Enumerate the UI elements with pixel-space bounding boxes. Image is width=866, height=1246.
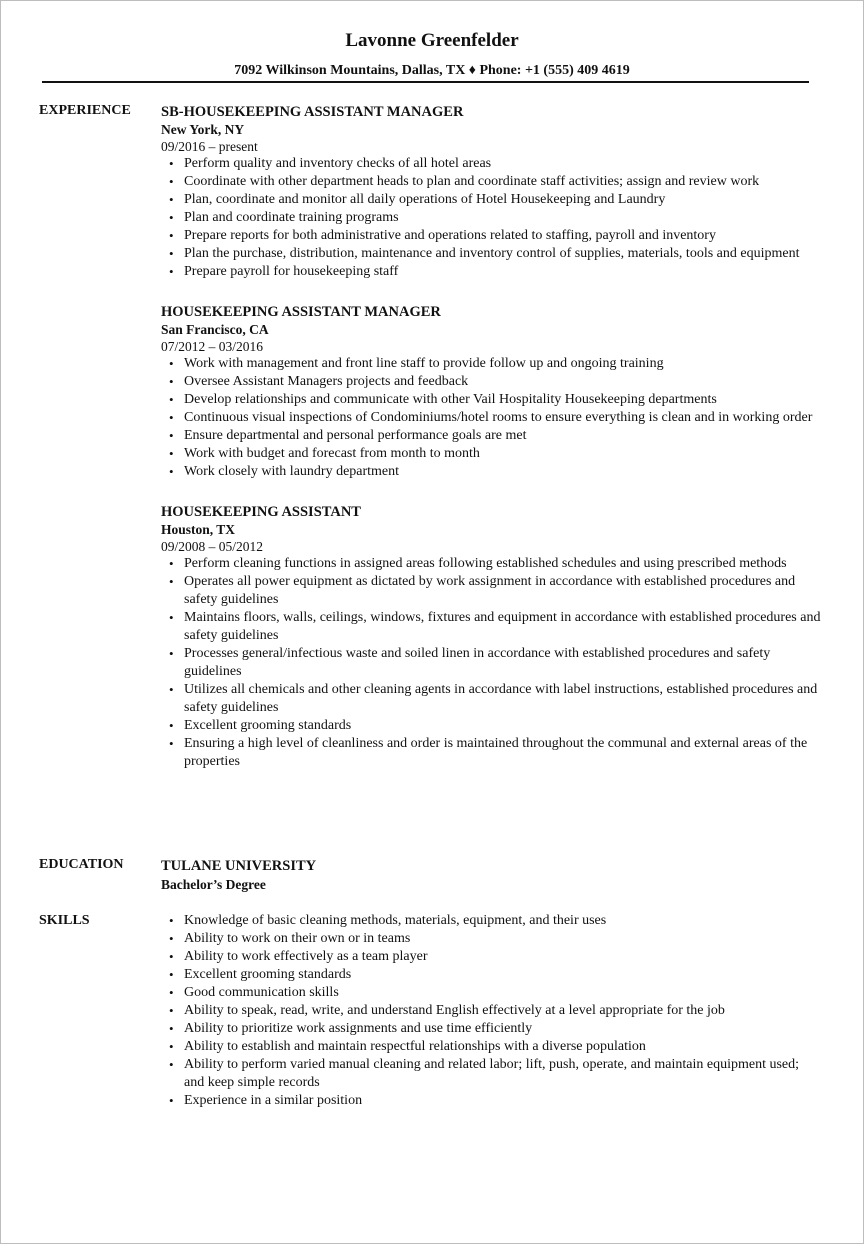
list-item: • Prepare reports for both administrative and operations related to staffing, payroll and inventory [161, 227, 821, 245]
header-divider [42, 81, 809, 83]
list-item: • Work closely with laundry department [161, 463, 821, 481]
list-item: • Knowledge of basic cleaning methods, materials, equipment, and their uses [161, 912, 821, 930]
list-item: • Excellent grooming standards [161, 966, 821, 984]
list-item: • Perform quality and inventory checks of all hotel areas [161, 155, 821, 173]
list-item: • Ability to speak, read, write, and understand English effectively at a level appropriate for the job [161, 1002, 821, 1020]
list-item: • Utilizes all chemicals and other cleaning agents in accordance with label instructions, established procedures and safety guidelines [161, 681, 821, 717]
education-heading: EDUCATION [39, 857, 124, 872]
experience-section [161, 103, 821, 793]
list-item: • Ensuring a high level of cleanliness and order is maintained throughout the communal and external areas of the properties [161, 735, 821, 771]
education-section [161, 857, 821, 895]
list-item: • Ensure departmental and personal performance goals are met [161, 427, 821, 445]
job-title: HOUSEKEEPING ASSISTANT [161, 504, 361, 520]
skills-section [161, 912, 821, 1110]
list-item: • Perform cleaning functions in assigned areas following established schedules and using prescribed methods [161, 555, 821, 573]
skills-heading: SKILLS [39, 913, 90, 928]
job-location: Houston, TX [161, 522, 236, 537]
list-item: • Work with management and front line staff to provide follow up and ongoing training [161, 355, 821, 373]
list-item: • Ability to work effectively as a team player [161, 948, 821, 966]
list-item: • Ability to prioritize work assignments and use time efficiently [161, 1020, 821, 1038]
list-item: • Continuous visual inspections of Condominiums/hotel rooms to ensure everything is clean and in working order [161, 409, 821, 427]
job-location: New York, NY [161, 122, 245, 137]
list-item: • Maintains floors, walls, ceilings, windows, fixtures and equipment in accordance with established procedures and safety guidelines [161, 609, 821, 645]
list-item: • Develop relationships and communicate with other Vail Hospitality Housekeeping departments [161, 391, 821, 409]
list-item: • Plan, coordinate and monitor all daily operations of Hotel Housekeeping and Laundry [161, 191, 821, 209]
list-item: • Excellent grooming standards [161, 717, 821, 735]
job-dates: 09/2016 – present [161, 139, 258, 154]
job-duties [161, 355, 821, 481]
list-item: • Good communication skills [161, 984, 821, 1002]
contact-line: 7092 Wilkinson Mountains, Dallas, TX ♦ Phone: +1 (555) 409 4619 [234, 63, 630, 78]
job-dates: 09/2008 – 05/2012 [161, 539, 264, 554]
list-item: • Work with budget and forecast from month to month [161, 445, 821, 463]
job-title: HOUSEKEEPING ASSISTANT MANAGER [161, 304, 441, 320]
job-entry [161, 303, 821, 481]
list-item: • Experience in a similar position [161, 1092, 821, 1110]
experience-heading: EXPERIENCE [39, 103, 131, 118]
list-item: • Ability to establish and maintain respectful relationships with a diverse population [161, 1038, 821, 1056]
list-item: • Operates all power equipment as dictated by work assignment in accordance with established procedures and safety guidelines [161, 573, 821, 609]
degree: Bachelor’s Degree [161, 877, 266, 892]
skills-list [161, 912, 821, 1110]
job-duties [161, 155, 821, 281]
list-item: • Ability to work on their own or in teams [161, 930, 821, 948]
list-item: • Prepare payroll for housekeeping staff [161, 263, 821, 281]
school-name: TULANE UNIVERSITY [161, 858, 317, 874]
job-title: SB-HOUSEKEEPING ASSISTANT MANAGER [161, 104, 464, 120]
list-item: • Coordinate with other department heads to plan and coordinate staff activities; assign and review work [161, 173, 821, 191]
candidate-name: Lavonne Greenfelder [345, 30, 519, 51]
list-item: • Plan the purchase, distribution, maintenance and inventory control of supplies, materials, tools and equipment [161, 245, 821, 263]
job-dates: 07/2012 – 03/2016 [161, 339, 264, 354]
job-entry [161, 503, 821, 771]
job-location: San Francisco, CA [161, 322, 269, 337]
job-duties [161, 555, 821, 771]
list-item: • Plan and coordinate training programs [161, 209, 821, 227]
job-entry [161, 103, 821, 281]
list-item: • Ability to perform varied manual cleaning and related labor; lift, push, operate, and maintain equipment used; and keep simple records [161, 1056, 821, 1092]
list-item: • Processes general/infectious waste and soiled linen in accordance with established procedures and safety guidelines [161, 645, 821, 681]
list-item: • Oversee Assistant Managers projects and feedback [161, 373, 821, 391]
